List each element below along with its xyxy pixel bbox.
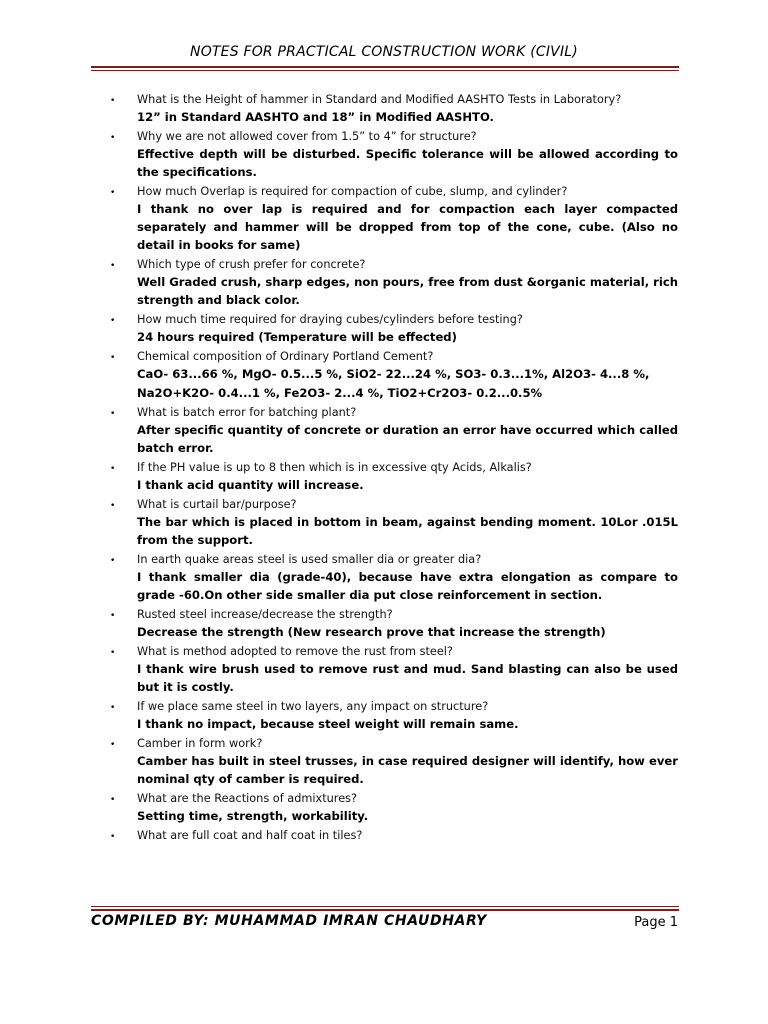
list-item: [110, 92, 678, 126]
bullet-icon: •: [110, 409, 116, 419]
answer-text: I thank smaller dia (grade-40), because have extra elongation as compare to grade -60.On other side smaller dia put close reinforcement in section.: [137, 570, 678, 602]
bullet-icon: •: [110, 556, 116, 566]
question-text: If the PH value is up to 8 then which is in excessive qty Acids, Alkalis?: [137, 461, 532, 474]
list-item: [110, 607, 678, 641]
answer-text: 24 hours required (Temperature will be effected): [137, 330, 457, 344]
header-rule-thin: [91, 70, 679, 71]
footer-rule: [91, 909, 679, 911]
question-text: Which type of crush prefer for concrete?: [137, 258, 366, 271]
list-item: [110, 405, 678, 457]
bullet-icon: •: [110, 703, 116, 713]
list-item: [110, 257, 678, 309]
bullet-icon: •: [110, 261, 116, 271]
bullet-icon: •: [110, 501, 116, 511]
list-item: [110, 828, 678, 843]
bullet-icon: •: [110, 133, 116, 143]
list-item: [110, 349, 678, 402]
qa-list: [110, 92, 678, 846]
answer-text: I thank wire brush used to remove rust and mud. Sand blasting can also be used but it is costly.: [137, 662, 678, 694]
list-item: [110, 736, 678, 788]
bullet-icon: •: [110, 353, 116, 363]
bullet-icon: •: [110, 795, 116, 805]
answer-text: 12” in Standard AASHTO and 18” in Modified AASHTO.: [137, 110, 494, 124]
answer-text: I thank no over lap is required and for compaction each layer compacted separately and hammer will be dropped from top of the cone, cube. (Also no detail in books for same): [137, 202, 678, 252]
answer-text: I thank acid quantity will increase.: [137, 478, 364, 492]
question-text: Chemical composition of Ordinary Portland Cement?: [137, 350, 434, 363]
answer-text: Setting time, strength, workability.: [137, 809, 369, 823]
question-text: Rusted steel increase/decrease the strength?: [137, 608, 393, 621]
question-text: If we place same steel in two layers, any impact on structure?: [137, 700, 489, 713]
list-item: [110, 312, 678, 346]
bullet-icon: •: [110, 740, 116, 750]
list-item: [110, 791, 678, 825]
question-text: In earth quake areas steel is used smaller dia or greater dia?: [137, 553, 482, 566]
header-rule: [91, 66, 679, 68]
bullet-icon: •: [110, 316, 116, 326]
list-item: [110, 497, 678, 549]
page-number: Page 1: [634, 915, 678, 930]
footer-rule-thin: [91, 906, 679, 907]
answer-text: After specific quantity of concrete or duration an error have occurred which called batch error.: [137, 423, 678, 455]
answer-text: I thank no impact, because steel weight will remain same.: [137, 717, 519, 731]
question-text: How much time required for draying cubes/cylinders before testing?: [137, 313, 523, 326]
answer-text: Decrease the strength (New research prove that increase the strength): [137, 625, 606, 639]
question-text: What is method adopted to remove the rust from steel?: [137, 645, 453, 658]
list-item: [110, 699, 678, 733]
answer-text: The bar which is placed in bottom in beam, against bending moment. 10Lor .015L from the support.: [137, 515, 678, 547]
bullet-icon: •: [110, 188, 116, 198]
question-text: What are the Reactions of admixtures?: [137, 792, 358, 805]
compiled-by-label: COMPILED BY: MUHAMMAD IMRAN CHAUDHARY: [91, 913, 487, 929]
question-text: What is the Height of hammer in Standard and Modified AASHTO Tests in Laboratory?: [137, 93, 622, 106]
question-text: Camber in form work?: [137, 737, 263, 750]
answer-text-continued: Na2O+K2O- 0.4...1 %, Fe2O3- 2...4 %, TiO2+Cr2O3- 0.2...0.5%: [137, 386, 543, 400]
answer-text: Effective depth will be disturbed. Specific tolerance will be allowed according to the specifications.: [137, 147, 678, 179]
page-header-title: NOTES FOR PRACTICAL CONSTRUCTION WORK (CIVIL): [190, 44, 578, 60]
question-text: What are full coat and half coat in tiles?: [137, 829, 363, 842]
question-text: Why we are not allowed cover from 1.5” to 4” for structure?: [137, 130, 477, 143]
answer-text: CaO- 63...66 %, MgO- 0.5...5 %, SiO2- 22...24 %, SO3- 0.3...1%, Al2O3- 4...8 %,: [137, 367, 650, 381]
list-item: [110, 644, 678, 696]
bullet-icon: •: [110, 96, 116, 106]
bullet-icon: •: [110, 648, 116, 658]
bullet-icon: •: [110, 464, 116, 474]
list-item: [110, 552, 678, 604]
question-text: What is batch error for batching plant?: [137, 406, 357, 419]
answer-text: Well Graded crush, sharp edges, non pours, free from dust &organic material, rich strength and black color.: [137, 275, 678, 307]
question-text: What is curtail bar/purpose?: [137, 498, 297, 511]
bullet-icon: •: [110, 832, 116, 842]
bullet-icon: •: [110, 611, 116, 621]
question-text: How much Overlap is required for compaction of cube, slump, and cylinder?: [137, 185, 568, 198]
answer-text: Camber has built in steel trusses, in case required designer will identify, how ever nominal qty of camber is required.: [137, 754, 678, 786]
list-item: [110, 129, 678, 181]
list-item: [110, 460, 678, 494]
list-item: [110, 184, 678, 254]
